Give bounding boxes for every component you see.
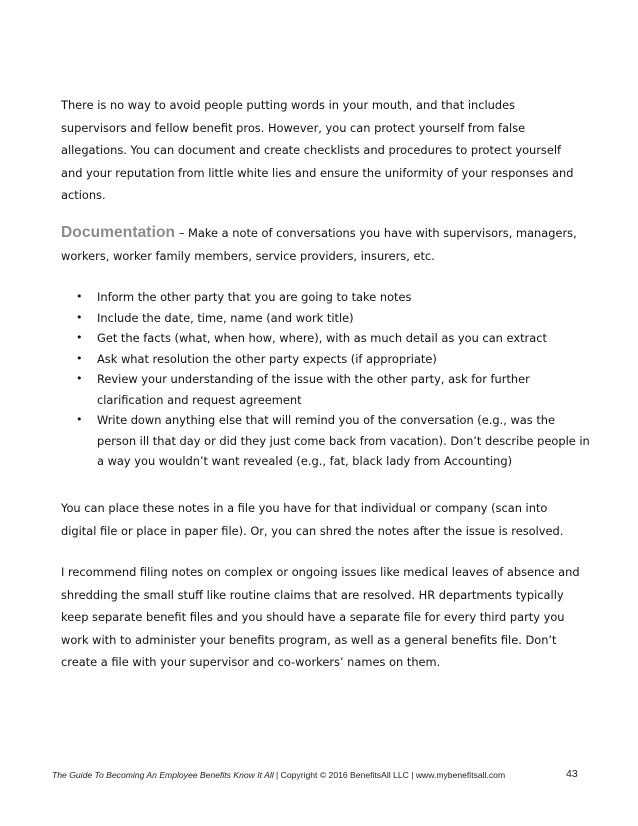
list-item [61, 287, 591, 308]
documentation-paragraph [61, 222, 581, 267]
list-item-text: Include the date, time, name (and work title) [97, 310, 354, 325]
bullet-icon: • [76, 372, 83, 385]
list-item-text: Review your understanding of the issue with the other party, ask for further clarification and request agreement [97, 372, 530, 407]
footer-book-title: The Guide To Becoming An Employee Benefits Know It All [52, 770, 274, 780]
documentation-bullet-list [61, 287, 591, 472]
notes-file-paragraph: You can place these notes in a file you have for that individual or company (scan into digital file or place in paper file). Or, you can shred the notes after the issue is resolved. [61, 501, 564, 538]
footer-copyright: | Copyright © 2016 BenefitsAll LLC | www.mybenefitsall.com [273, 770, 506, 780]
intro-paragraph: There is no way to avoid people putting words in your mouth, and that includes supervisors and fellow benefit pros. However, you can protect yourself from false allegations. You can document and create checklists and procedures to protect yourself and your reputation from little white lies and ensure the uniformity of your responses and actions. [61, 98, 574, 202]
list-item-text: Write down anything else that will remind you of the conversation (e.g., was the person ill that day or did they just come back from vacation). Don’t describe people in a way you wouldn’t want revealed (e.g., fat, black lady from Accounting) [97, 413, 590, 468]
filing-recommendation-paragraph: I recommend filing notes on complex or ongoing issues like medical leaves of absence and shredding the small stuff like routine claims that are resolved. HR departments typically keep separate benefit files and you should have a separate file for every third party you work with to administer your benefits program, as well as a general benefits file. Don’t create a file with your supervisor and co-workers’ names on them. [61, 565, 580, 669]
page-number: 43 [566, 768, 578, 780]
list-item [61, 328, 591, 349]
documentation-heading: Documentation [61, 224, 176, 241]
list-item-text: Inform the other party that you are going to take notes [97, 290, 412, 304]
bullet-icon: • [76, 310, 83, 324]
page-footer [52, 770, 582, 780]
list-item [61, 369, 591, 410]
list-item [61, 349, 591, 370]
list-item [61, 410, 591, 472]
bullet-icon: • [76, 413, 83, 426]
bullet-icon: • [76, 290, 83, 303]
list-item [61, 308, 591, 329]
list-item-text: Ask what resolution the other party expects (if appropriate) [97, 351, 437, 366]
bullet-icon: • [76, 351, 83, 365]
bullet-icon: • [76, 331, 83, 344]
documentation-text: – Make a note of conversations you have with supervisors, managers, workers, worker family members, service providers, insurers, etc. [61, 226, 577, 263]
list-item-text: Get the facts (what, when how, where), with as much detail as you can extract [97, 331, 547, 345]
